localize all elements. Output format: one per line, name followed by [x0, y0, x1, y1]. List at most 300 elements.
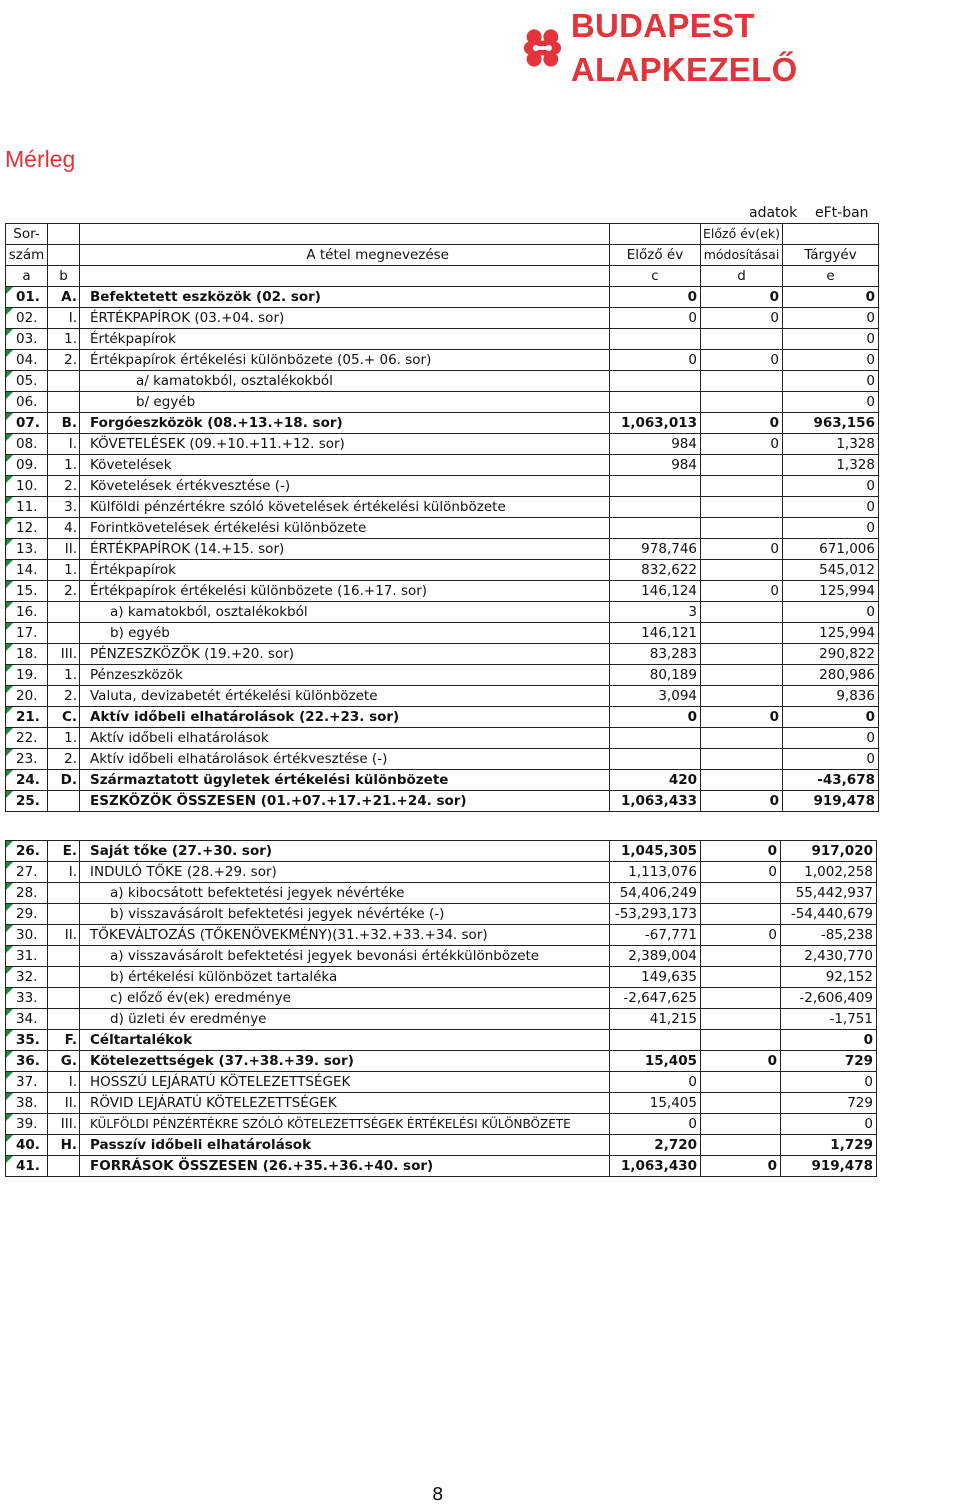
value-current-year: 0 [782, 350, 878, 371]
row-name: Pénzeszközök [80, 665, 610, 686]
value-current-year: 0 [782, 497, 878, 518]
value-adjustments [701, 770, 783, 791]
table-row [6, 539, 879, 560]
row-code [48, 371, 80, 392]
row-number: 04. [6, 350, 48, 371]
value-current-year: -1,751 [781, 1009, 877, 1030]
value-prev-year: 0 [610, 350, 701, 371]
value-adjustments: 0 [701, 413, 783, 434]
value-current-year: 290,822 [782, 644, 878, 665]
header-tetel: A tétel megnevezése [80, 245, 610, 266]
row-name: a) visszavásárolt befektetési jegyek bevonási értékkülönbözete [80, 946, 610, 967]
value-adjustments: 0 [701, 925, 781, 946]
row-code: II. [48, 1093, 80, 1114]
row-name: Aktív időbeli elhatárolások [80, 728, 610, 749]
value-prev-year: 984 [610, 455, 701, 476]
value-prev-year [610, 329, 701, 350]
row-code: I. [48, 434, 80, 455]
row-name: RÖVID LEJÁRATÚ KÖTELEZETTSÉGEK [80, 1093, 610, 1114]
value-adjustments: 0 [701, 862, 781, 883]
value-current-year: 917,020 [781, 841, 877, 862]
table-row [6, 791, 879, 812]
value-prev-year: -2,647,625 [610, 988, 701, 1009]
value-prev-year: 1,113,076 [610, 862, 701, 883]
value-adjustments: 0 [701, 434, 783, 455]
row-code: III. [48, 644, 80, 665]
value-current-year: 0 [782, 707, 878, 728]
value-current-year: 0 [781, 1114, 877, 1135]
row-code: B. [48, 413, 80, 434]
value-prev-year: 2,720 [610, 1135, 701, 1156]
value-prev-year: 149,635 [610, 967, 701, 988]
value-current-year: 125,994 [782, 623, 878, 644]
value-prev-year: 146,124 [610, 581, 701, 602]
row-name: Passzív időbeli elhatárolások [80, 1135, 610, 1156]
row-name: HOSSZÚ LEJÁRATÚ KÖTELEZETTSÉGEK [80, 1072, 610, 1093]
row-number: 10. [6, 476, 48, 497]
value-current-year: 729 [781, 1093, 877, 1114]
value-adjustments [701, 392, 783, 413]
row-code: 2. [48, 350, 80, 371]
value-current-year: -43,678 [782, 770, 878, 791]
row-number: 03. [6, 329, 48, 350]
value-adjustments [701, 560, 783, 581]
table-row [6, 770, 879, 791]
value-prev-year: 832,622 [610, 560, 701, 581]
row-number: 02. [6, 308, 48, 329]
header-modositasai-2: módosításai [701, 245, 783, 266]
row-number: 25. [6, 791, 48, 812]
value-prev-year: 984 [610, 434, 701, 455]
page-number: 8 [432, 1484, 444, 1505]
value-adjustments: 0 [701, 350, 783, 371]
value-adjustments [701, 497, 783, 518]
row-name: Saját tőke (27.+30. sor) [80, 841, 610, 862]
value-prev-year [610, 749, 701, 770]
row-code: 3. [48, 497, 80, 518]
table-row [6, 392, 879, 413]
value-adjustments [701, 644, 783, 665]
row-number: 36. [6, 1051, 48, 1072]
value-current-year: 0 [782, 476, 878, 497]
row-code: 2. [48, 749, 80, 770]
row-number: 16. [6, 602, 48, 623]
value-prev-year: 54,406,249 [610, 883, 701, 904]
row-code: 2. [48, 686, 80, 707]
row-code: III. [48, 1114, 80, 1135]
row-name: Forgóeszközök (08.+13.+18. sor) [80, 413, 610, 434]
value-current-year: 919,478 [782, 791, 878, 812]
value-current-year: 0 [781, 1030, 877, 1051]
row-name: KÖVETELÉSEK (09.+10.+11.+12. sor) [80, 434, 610, 455]
row-code [48, 946, 80, 967]
row-code: C. [48, 707, 80, 728]
row-name: a) kibocsátott befektetési jegyek névértéke [80, 883, 610, 904]
row-code [48, 883, 80, 904]
value-current-year: 729 [781, 1051, 877, 1072]
table-row [6, 1156, 877, 1177]
row-code [48, 623, 80, 644]
value-current-year: 2,430,770 [781, 946, 877, 967]
value-prev-year [610, 497, 701, 518]
row-number: 35. [6, 1030, 48, 1051]
row-code [48, 392, 80, 413]
header-modositasai-1: Előző év(ek) [701, 224, 783, 245]
table-row [6, 287, 879, 308]
row-number: 30. [6, 925, 48, 946]
value-prev-year: 1,063,430 [610, 1156, 701, 1177]
value-current-year: 1,729 [781, 1135, 877, 1156]
row-number: 14. [6, 560, 48, 581]
value-adjustments [701, 967, 781, 988]
header-col-d: d [701, 266, 783, 287]
row-name: Kötelezettségek (37.+38.+39. sor) [80, 1051, 610, 1072]
value-current-year: 1,328 [782, 434, 878, 455]
value-adjustments [701, 1030, 781, 1051]
value-prev-year: 15,405 [610, 1051, 701, 1072]
value-prev-year: 41,215 [610, 1009, 701, 1030]
row-name: Követelések értékvesztése (-) [80, 476, 610, 497]
row-code: 4. [48, 518, 80, 539]
value-prev-year [610, 1030, 701, 1051]
row-name: Származtatott ügyletek értékelési különbözete [80, 770, 610, 791]
row-code [48, 1009, 80, 1030]
flower-logo-icon [522, 26, 563, 70]
value-prev-year: 978,746 [610, 539, 701, 560]
table-row [6, 862, 877, 883]
assets-table [5, 223, 879, 812]
value-adjustments: 0 [701, 841, 781, 862]
table-row [6, 925, 877, 946]
table-row [6, 308, 879, 329]
value-current-year: 125,994 [782, 581, 878, 602]
row-number: 24. [6, 770, 48, 791]
value-prev-year: 0 [610, 308, 701, 329]
header-row-1 [6, 224, 879, 245]
header-sorszam-2: szám [6, 245, 48, 266]
value-adjustments [701, 686, 783, 707]
row-code [48, 904, 80, 925]
value-adjustments [701, 1135, 781, 1156]
row-number: 31. [6, 946, 48, 967]
value-prev-year: 0 [610, 287, 701, 308]
row-code: I. [48, 862, 80, 883]
table-row [6, 602, 879, 623]
table-row [6, 1051, 877, 1072]
page-title: Mérleg [5, 146, 76, 172]
row-name: Aktív időbeli elhatárolások értékvesztése (-) [80, 749, 610, 770]
value-adjustments [701, 749, 783, 770]
liabilities-body [6, 841, 877, 1177]
value-current-year: -54,440,679 [781, 904, 877, 925]
value-adjustments: 0 [701, 539, 783, 560]
header-col-c: c [610, 266, 701, 287]
table-row [6, 988, 877, 1009]
row-name: d) üzleti év eredménye [80, 1009, 610, 1030]
value-adjustments [701, 602, 783, 623]
row-code [48, 602, 80, 623]
value-prev-year: -67,771 [610, 925, 701, 946]
value-current-year: 919,478 [781, 1156, 877, 1177]
value-current-year: 92,152 [781, 967, 877, 988]
table-row [6, 1009, 877, 1030]
row-name: INDULÓ TŐKE (28.+29. sor) [80, 862, 610, 883]
value-current-year: 9,836 [782, 686, 878, 707]
row-name: b) egyéb [80, 623, 610, 644]
table-row [6, 1114, 877, 1135]
value-prev-year [610, 518, 701, 539]
table-row [6, 350, 879, 371]
table-row [6, 967, 877, 988]
value-current-year: 55,442,937 [781, 883, 877, 904]
row-number: 21. [6, 707, 48, 728]
row-code [48, 791, 80, 812]
row-number: 12. [6, 518, 48, 539]
value-adjustments: 0 [701, 791, 783, 812]
row-number: 18. [6, 644, 48, 665]
value-adjustments [701, 476, 783, 497]
value-current-year: 0 [782, 371, 878, 392]
value-adjustments [701, 455, 783, 476]
row-code: I. [48, 1072, 80, 1093]
value-prev-year: 15,405 [610, 1093, 701, 1114]
row-name: Külföldi pénzértékre szóló követelések értékelési különbözete [80, 497, 610, 518]
row-code: E. [48, 841, 80, 862]
row-number: 33. [6, 988, 48, 1009]
row-name: Értékpapírok [80, 560, 610, 581]
value-adjustments: 0 [701, 1156, 781, 1177]
value-current-year: 280,986 [782, 665, 878, 686]
units-label [0, 205, 960, 225]
row-name: Követelések [80, 455, 610, 476]
row-name: a) kamatokból, osztalékokból [80, 602, 610, 623]
header-letters-row [6, 266, 879, 287]
row-code: 2. [48, 581, 80, 602]
value-current-year: 0 [782, 602, 878, 623]
row-number: 08. [6, 434, 48, 455]
row-number: 22. [6, 728, 48, 749]
table-row [6, 1093, 877, 1114]
row-number: 39. [6, 1114, 48, 1135]
value-current-year: 0 [782, 308, 878, 329]
value-prev-year: 80,189 [610, 665, 701, 686]
row-name: Valuta, devizabetét értékelési különbözete [80, 686, 610, 707]
row-code: II. [48, 539, 80, 560]
row-number: 34. [6, 1009, 48, 1030]
header-targyev: Tárgyév [782, 245, 878, 266]
table-row [6, 329, 879, 350]
row-name: b) értékelési különbözet tartaléka [80, 967, 610, 988]
row-number: 07. [6, 413, 48, 434]
table-row [6, 455, 879, 476]
value-prev-year: 0 [610, 707, 701, 728]
row-number: 28. [6, 883, 48, 904]
value-prev-year: 3,094 [610, 686, 701, 707]
value-prev-year: 0 [610, 1072, 701, 1093]
table-row [6, 434, 879, 455]
units-adatok: adatok [749, 205, 798, 221]
row-code [48, 1156, 80, 1177]
value-prev-year: 420 [610, 770, 701, 791]
row-name: PÉNZESZKÖZÖK (19.+20. sor) [80, 644, 610, 665]
table-row [6, 644, 879, 665]
value-current-year: -2,606,409 [781, 988, 877, 1009]
row-name: ÉRTÉKPAPÍROK (14.+15. sor) [80, 539, 610, 560]
value-current-year: 671,006 [782, 539, 878, 560]
table-row [6, 883, 877, 904]
row-number: 13. [6, 539, 48, 560]
brand-logo [522, 4, 960, 92]
row-number: 15. [6, 581, 48, 602]
row-name: ESZKÖZÖK ÖSSZESEN (01.+07.+17.+21.+24. sor) [80, 791, 610, 812]
row-name: Befektetett eszközök (02. sor) [80, 287, 610, 308]
value-adjustments: 0 [701, 707, 783, 728]
row-code: 1. [48, 560, 80, 581]
row-code: 1. [48, 665, 80, 686]
row-number: 38. [6, 1093, 48, 1114]
assets-body [6, 287, 879, 812]
value-current-year: 0 [781, 1072, 877, 1093]
table-row [6, 1030, 877, 1051]
row-code: H. [48, 1135, 80, 1156]
value-adjustments [701, 665, 783, 686]
header-elozo-ev: Előző év [610, 245, 701, 266]
value-prev-year: -53,293,173 [610, 904, 701, 925]
header-row-2 [6, 245, 879, 266]
value-current-year: 1,328 [782, 455, 878, 476]
row-code: D. [48, 770, 80, 791]
header-col-a: a [6, 266, 48, 287]
row-code [48, 988, 80, 1009]
row-code: 1. [48, 455, 80, 476]
table-row [6, 665, 879, 686]
row-code: I. [48, 308, 80, 329]
value-adjustments [701, 883, 781, 904]
value-adjustments [701, 1114, 781, 1135]
value-current-year: 963,156 [782, 413, 878, 434]
value-adjustments [701, 728, 783, 749]
value-adjustments: 0 [701, 1051, 781, 1072]
units-eft: eFt-ban [815, 205, 869, 221]
value-prev-year [610, 728, 701, 749]
table-row [6, 904, 877, 925]
value-adjustments: 0 [701, 581, 783, 602]
row-code: A. [48, 287, 80, 308]
row-code: 1. [48, 329, 80, 350]
row-name: b) visszavásárolt befektetési jegyek névértéke (-) [80, 904, 610, 925]
table-row [6, 1072, 877, 1093]
value-adjustments [701, 988, 781, 1009]
value-prev-year: 1,063,433 [610, 791, 701, 812]
row-number: 17. [6, 623, 48, 644]
row-number: 19. [6, 665, 48, 686]
value-current-year: 545,012 [782, 560, 878, 581]
row-code [48, 967, 80, 988]
brand-name: BUDAPEST ALAPKEZELŐ [570, 7, 798, 88]
value-adjustments [701, 904, 781, 925]
row-number: 01. [6, 287, 48, 308]
row-name: c) előző év(ek) eredménye [80, 988, 610, 1009]
value-current-year: 0 [782, 329, 878, 350]
row-name: FORRÁSOK ÖSSZESEN (26.+35.+36.+40. sor) [80, 1156, 610, 1177]
value-prev-year: 1,045,305 [610, 841, 701, 862]
value-current-year: 1,002,258 [781, 862, 877, 883]
table-row [6, 560, 879, 581]
value-adjustments: 0 [701, 308, 783, 329]
value-prev-year: 3 [610, 602, 701, 623]
value-adjustments [701, 371, 783, 392]
row-number: 09. [6, 455, 48, 476]
value-adjustments: 0 [701, 287, 783, 308]
row-number: 26. [6, 841, 48, 862]
value-adjustments [701, 1072, 781, 1093]
value-current-year: 0 [782, 287, 878, 308]
value-prev-year [610, 476, 701, 497]
table-row [6, 371, 879, 392]
row-number: 05. [6, 371, 48, 392]
row-number: 06. [6, 392, 48, 413]
value-prev-year: 146,121 [610, 623, 701, 644]
table-row [6, 749, 879, 770]
table-row [6, 707, 879, 728]
value-current-year: -85,238 [781, 925, 877, 946]
table-row [6, 841, 877, 862]
table-row [6, 518, 879, 539]
header-col-e: e [782, 266, 878, 287]
value-current-year: 0 [782, 392, 878, 413]
row-name: KÜLFÖLDI PÉNZÉRTÉKRE SZÓLÓ KÖTELEZETTSÉGEK ÉRTÉKELÉSI KÜLÖNBÖZETE [80, 1114, 610, 1135]
value-prev-year: 2,389,004 [610, 946, 701, 967]
header-col-b: b [48, 266, 80, 287]
value-current-year: 0 [782, 518, 878, 539]
row-number: 32. [6, 967, 48, 988]
table-row [6, 413, 879, 434]
row-number: 23. [6, 749, 48, 770]
row-name: TŐKEVÁLTOZÁS (TŐKENÖVEKMÉNY)(31.+32.+33.+34. sor) [80, 925, 610, 946]
row-name: a/ kamatokból, osztalékokból [80, 371, 610, 392]
row-code: II. [48, 925, 80, 946]
row-code: 2. [48, 476, 80, 497]
table-row [6, 686, 879, 707]
row-number: 37. [6, 1072, 48, 1093]
table-row [6, 946, 877, 967]
value-adjustments [701, 1009, 781, 1030]
row-name: Értékpapírok értékelési különbözete (16.+17. sor) [80, 581, 610, 602]
row-name: Értékpapírok [80, 329, 610, 350]
value-prev-year: 0 [610, 1114, 701, 1135]
row-code: G. [48, 1051, 80, 1072]
table-row [6, 476, 879, 497]
value-prev-year [610, 371, 701, 392]
row-name: Forintkövetelések értékelési különbözete [80, 518, 610, 539]
row-number: 20. [6, 686, 48, 707]
value-adjustments [701, 1093, 781, 1114]
value-current-year: 0 [782, 728, 878, 749]
value-prev-year: 1,063,013 [610, 413, 701, 434]
value-adjustments [701, 329, 783, 350]
liabilities-table [5, 840, 877, 1177]
table-row [6, 497, 879, 518]
table-row [6, 581, 879, 602]
row-number: 27. [6, 862, 48, 883]
row-code: 1. [48, 728, 80, 749]
value-prev-year [610, 392, 701, 413]
value-adjustments [701, 946, 781, 967]
row-code: F. [48, 1030, 80, 1051]
row-number: 40. [6, 1135, 48, 1156]
value-adjustments [701, 623, 783, 644]
row-number: 41. [6, 1156, 48, 1177]
